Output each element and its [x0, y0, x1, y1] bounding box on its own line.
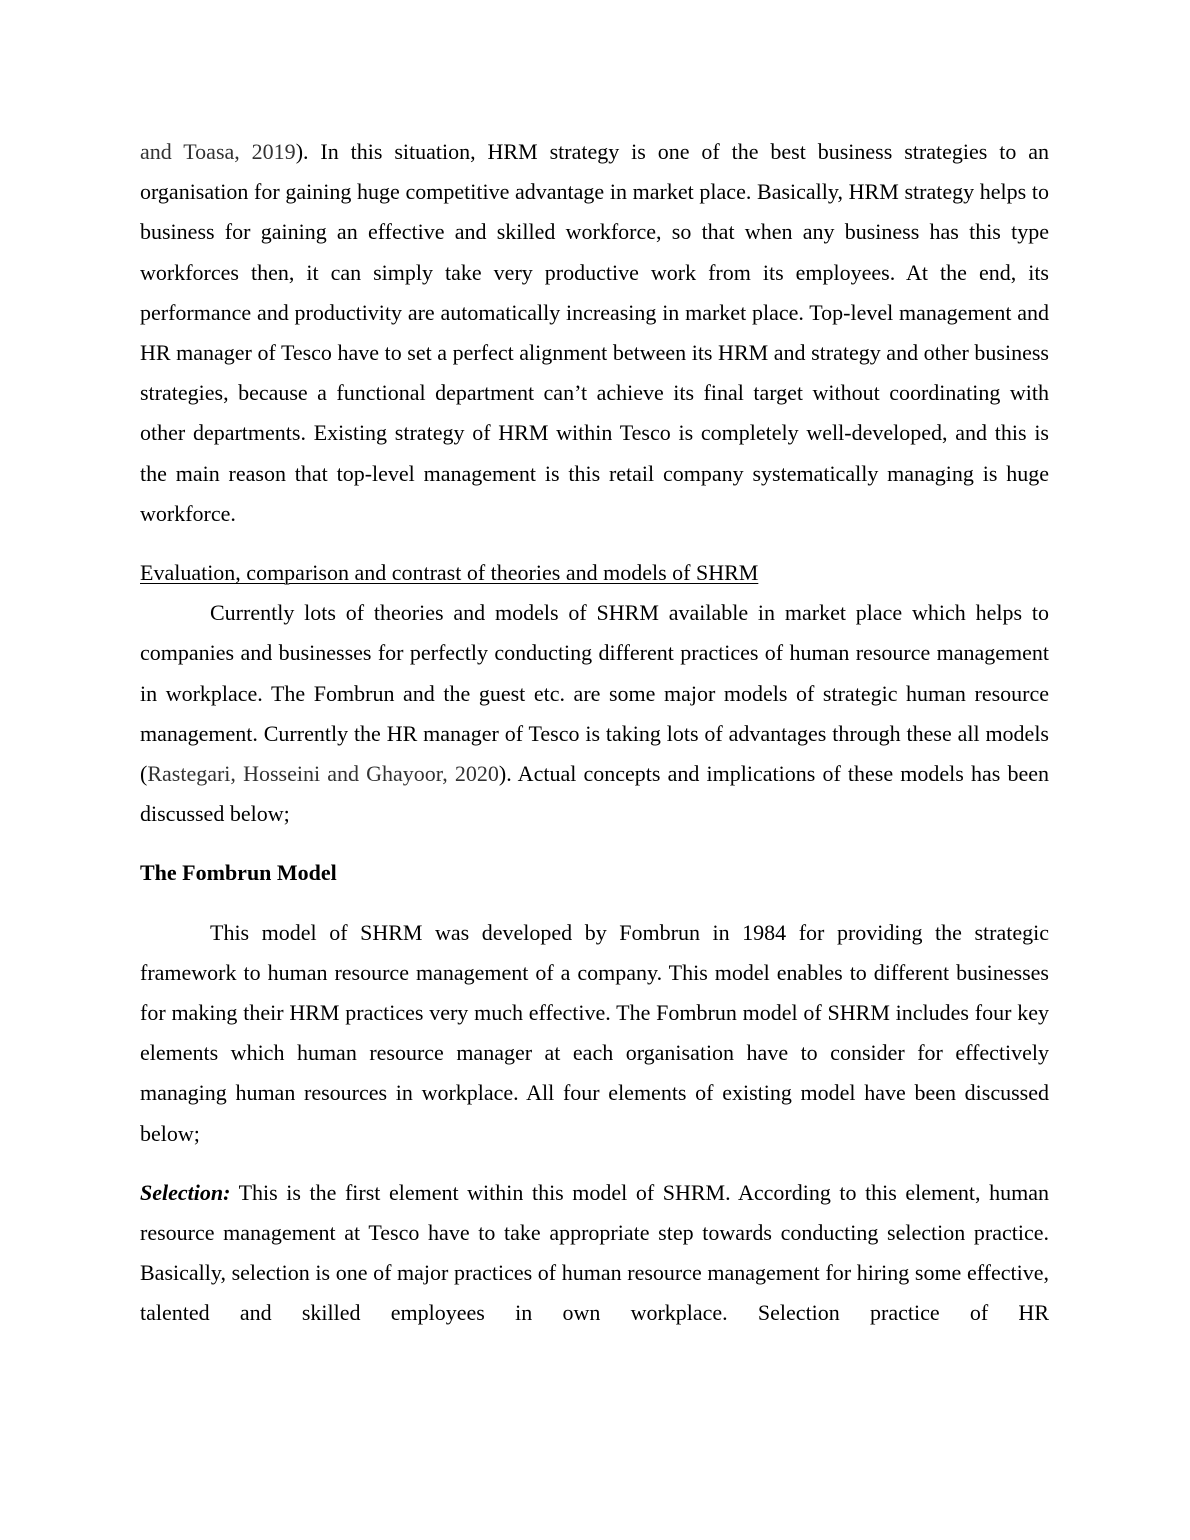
paragraph-fombrun-description — [140, 913, 1049, 1154]
document-body — [140, 132, 1049, 1334]
paragraph-theories-models — [140, 593, 1049, 834]
citation: and Toasa, 2019 — [140, 139, 296, 164]
paragraph-hrm-strategy — [140, 132, 1049, 534]
subheading-fombrun-model: The Fombrun Model — [140, 860, 337, 886]
paragraph-text: This is the first element within this model of SHRM. According to this element, human resource management at Tesco have to take appropriate step towards conducting selection practice. Basically, selection is one of major practices of human resource management for hiring some effective, talented and skilled employees in own workplace. Selection practice of HR — [140, 1179, 1049, 1326]
paragraph-text: This model of SHRM was developed by Fombrun in 1984 for providing the strategic framework to human resource management of a company. This model enables to different businesses for making their HRM practices very much effective. The Fombrun model of SHRM includes four key elements which human resource manager at each organisation have to consider for effectively managing human resources in workplace. All four elements of existing model have been discussed below; — [140, 919, 1049, 1146]
citation: Rastegari, Hosseini and Ghayoor, 2020 — [147, 761, 499, 787]
paragraph-selection — [140, 1173, 1049, 1334]
paragraph-text: ). In this situation, HRM strategy is one of the best business strategies to an organisation for gaining huge competitive advantage in market place. Basically, HRM strategy helps to business for gaining an effective and skilled workforce, so that when any business has this type workforces then, it can simply take very productive work from its employees. At the end, its performance and productivity are automatically increasing in market place. Top-level management and HR manager of Tesco have to set a perfect alignment between its HRM and strategy and other business strategies, because a functional department can’t achieve its final target without coordinating with other departments. Existing strategy of HRM within Tesco is completely well-developed, and this is the main reason that top-level management is this retail company systematically managing is huge workforce. — [140, 139, 1049, 526]
paragraph-text: ). Actual concepts and implications of these models has been discussed below; — [140, 761, 1049, 827]
term-selection: Selection: — [140, 1179, 231, 1205]
section-heading: Evaluation, comparison and contrast of theories and models of SHRM — [140, 560, 759, 586]
paragraph-text: Currently lots of theories and models of SHRM available in market place which helps to companies and businesses for perfectly conducting different practices of human resource management in workplace. The Fombrun and the guest etc. are some major models of strategic human resource management. Currently the HR manager of Tesco is taking lots of advantages through these all models ( — [140, 600, 1049, 787]
